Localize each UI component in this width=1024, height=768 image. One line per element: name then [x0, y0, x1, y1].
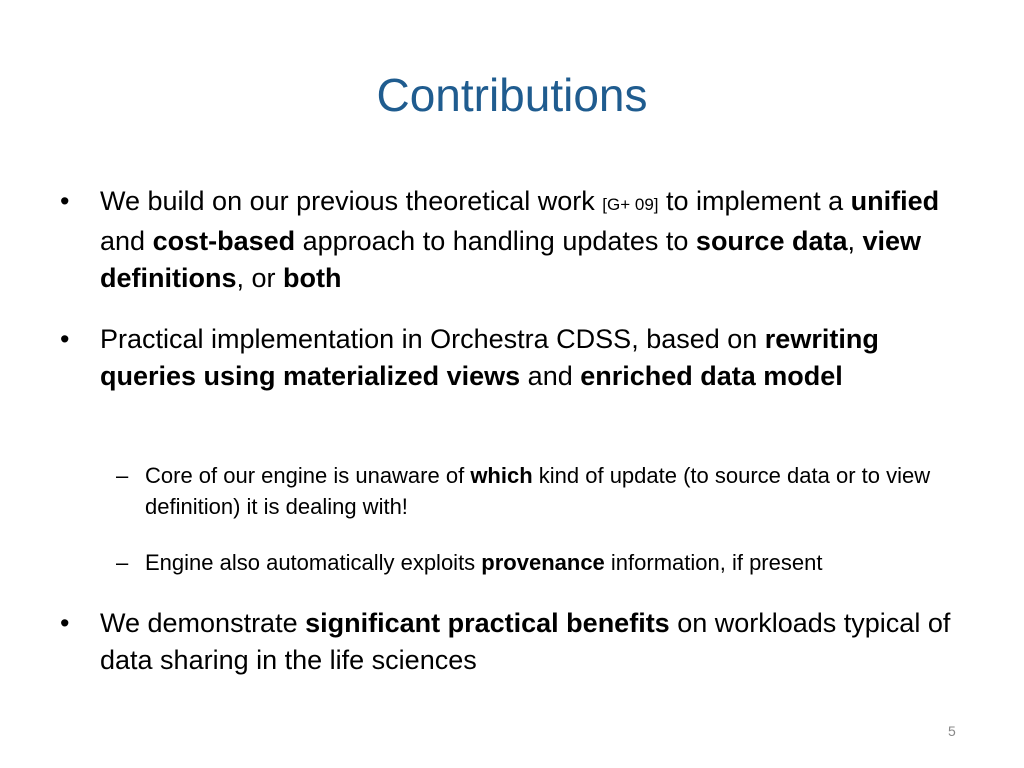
- text-segment: , or: [236, 263, 284, 293]
- bold-term: enriched data model: [580, 361, 843, 391]
- bullet-text: [100, 605, 980, 679]
- slide-title: Contributions: [376, 69, 648, 121]
- citation-ref: [G+ 09]: [602, 195, 659, 214]
- dash-bullet-icon: –: [116, 463, 129, 488]
- bold-term: significant practical benefits: [305, 608, 670, 638]
- dash-bullet-icon: –: [116, 550, 129, 575]
- sub-bullet-text: [145, 547, 975, 578]
- bold-term: unified: [850, 186, 940, 216]
- bold-term: which: [470, 463, 533, 488]
- bold-term: source data: [695, 226, 848, 256]
- bullet-dot-icon: •: [60, 186, 70, 216]
- bullet-text: [100, 321, 980, 395]
- bold-term: rewriting queries using materialized views: [100, 324, 879, 391]
- text-segment: kind of update (to source data or to view definition) it is dealing with!: [145, 463, 931, 519]
- text-segment: approach to handling updates to: [295, 226, 696, 256]
- bullet-dot-icon: •: [60, 324, 70, 354]
- text-segment: We build on our previous theoretical work: [100, 186, 603, 216]
- text-segment: information, if present: [604, 550, 823, 575]
- bullet-text: [100, 183, 980, 297]
- sub-bullet-text: [145, 460, 975, 522]
- bold-term: view definitions: [100, 226, 922, 293]
- text-segment: We demonstrate: [100, 608, 306, 638]
- page-number: 5: [948, 723, 956, 739]
- bold-term: cost-based: [152, 226, 296, 256]
- text-segment: on workloads typical of data sharing in the life sciences: [100, 608, 951, 675]
- bold-term: both: [283, 263, 342, 293]
- text-segment: ,: [847, 226, 863, 256]
- text-segment: Practical implementation in Orchestra CDSS, based on: [100, 324, 765, 354]
- text-segment: Core of our engine is unaware of: [145, 463, 471, 488]
- text-segment: Engine also automatically exploits: [145, 550, 482, 575]
- bullet-dot-icon: •: [60, 608, 70, 638]
- text-segment: to implement a: [658, 186, 851, 216]
- text-segment: and: [100, 226, 153, 256]
- bold-term: provenance: [481, 550, 605, 575]
- text-segment: and: [520, 361, 581, 391]
